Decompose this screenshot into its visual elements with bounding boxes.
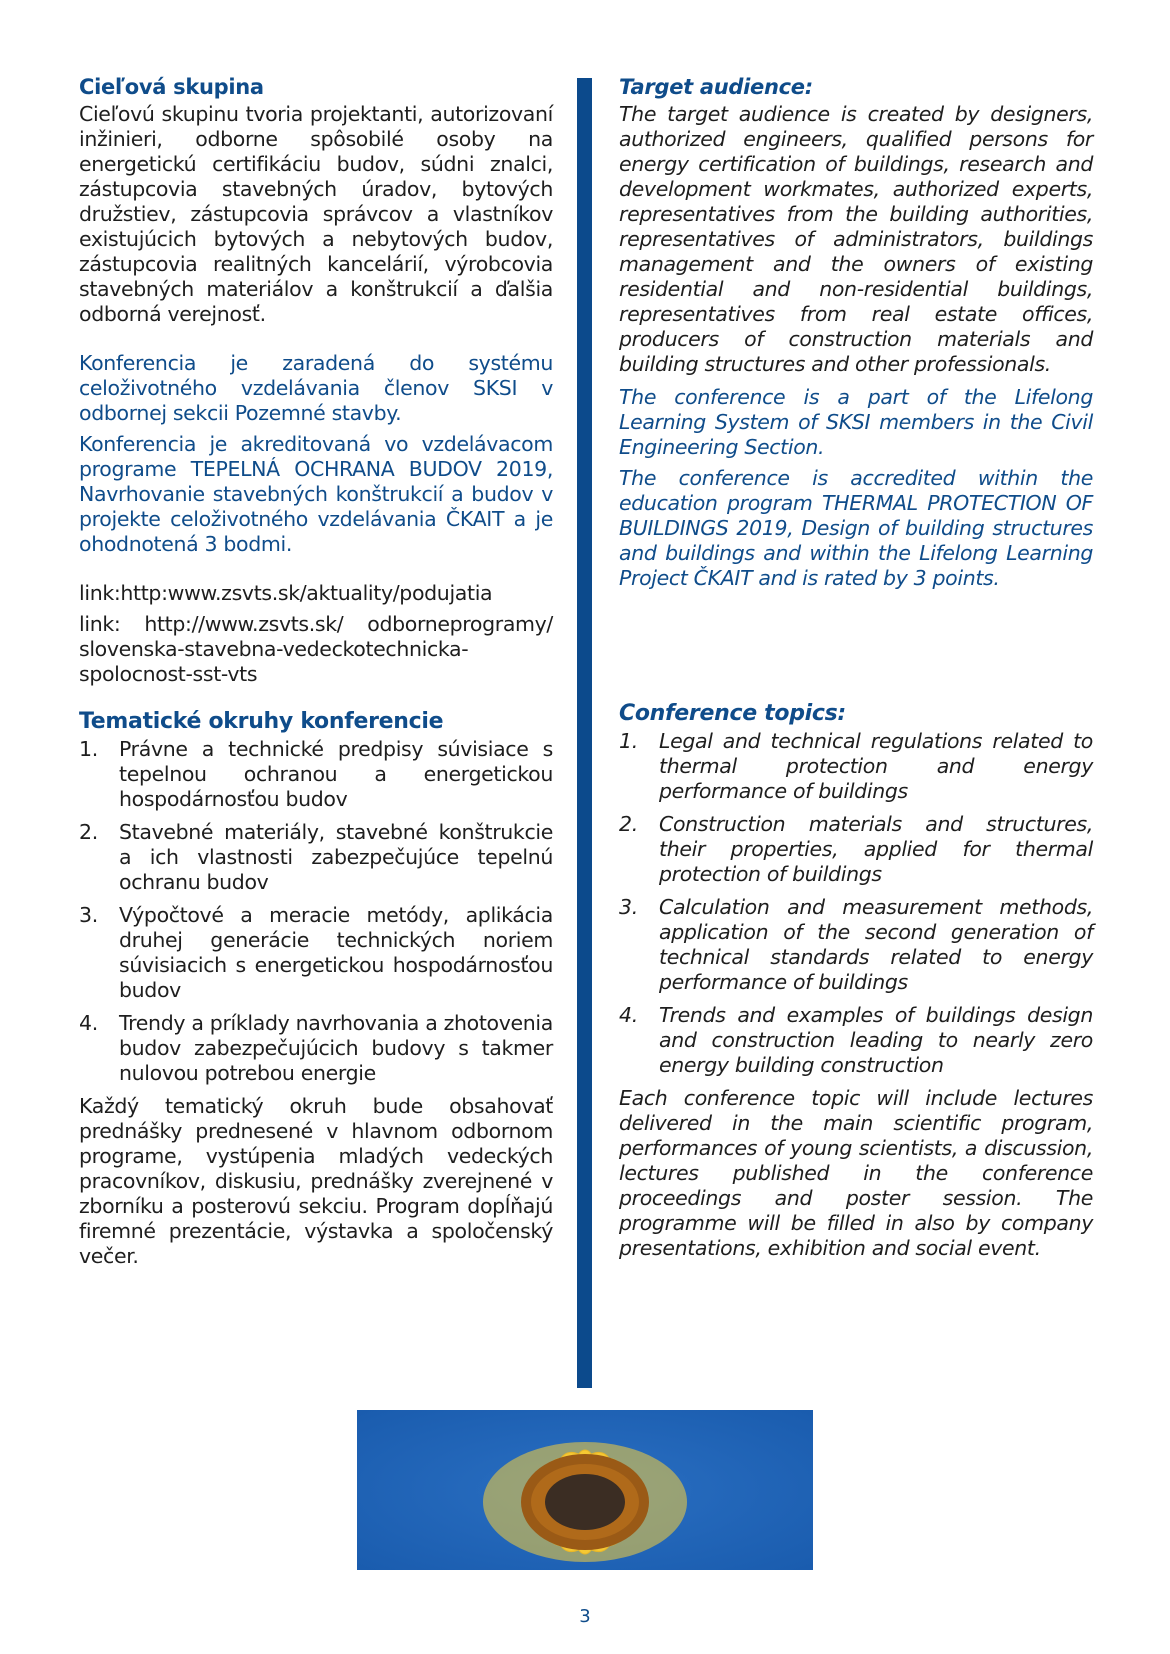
topic-item: 2. Construction materials and structures, their properties, applied for thermal protection of buildings (619, 812, 1093, 886)
english-column (619, 74, 1093, 1261)
link-events[interactable]: link:http:www.zsvts.sk/aktuality/podujatia (79, 581, 493, 605)
topic-item: 1. Legal and technical regulations related to thermal protection and energy performance of buildings (619, 729, 1093, 803)
conference-topics-heading: Conference topics: (619, 701, 846, 726)
target-group-heading: Cieľová skupina (79, 75, 264, 99)
topics-list (79, 737, 553, 1086)
topic-item: 4. Trends and examples of buildings design and construction leading to nearly zero energy building construction (619, 1003, 1093, 1077)
target-audience-text: The target audience is created by designers, authorized engineers, qualified persons for energy certification of buildings, research and development workmates, authorized experts, representatives from the building authorities, representatives of administrators, buildings management and the owners of existing residential and non-residential buildings, representatives from real estate offices, producers of construction materials and building structures and other professionals. (619, 102, 1093, 376)
target-audience-heading: Target audience: (619, 75, 813, 99)
topic-item: 2. Stavebné materiály, stavebné konštrukcie a ich vlastnosti zabezpečujúce tepelnú ochranu budov (79, 820, 553, 894)
slovak-column (79, 74, 553, 1269)
topic-item: 4. Trendy a príklady navrhovania a zhotovenia budov zabezpečujúcich budovy s takmer nulovou potrebou energie (79, 1011, 553, 1085)
target-group-text: Cieľovú skupinu tvoria projektanti, autorizovaní inžinieri, odborne spôsobilé osoby na energetickú certifikáciu budov, súdni znalci, zástupcovia stavebných úradov, bytových družstiev, zástupcovia správcov a vlastníkov existujúcich bytových a nebytových budov, zástupcovia realitných kancelárií, výrobcovia stavebných materiálov a konštrukcií a ďalšia odborná verejnosť. (79, 102, 553, 326)
closing-text-en: Each conference topic will include lectures delivered in the main scientific program, performances of young scientists, a discussion, lectures published in the conference proceedings and poster session. The programme will be filled in also by company presentations, exhibition and social event. (619, 1086, 1093, 1260)
topics-heading: Tematické okruhy konferencie (79, 709, 444, 734)
lifelong-learning-text: Konferencia je zaradená do systému celoživotného vzdelávania členov SKSI v odbornej sekcii Pozemné stavby. (79, 351, 553, 425)
link-programs[interactable]: link: http://www.zsvts.sk/ odborneprogramy/ slovenska-stavebna-vedeckotechnicka-spolocnost-sst-vts (79, 612, 553, 686)
topics-list-en (619, 729, 1093, 1078)
sunflower-image (357, 1410, 813, 1570)
column-divider-bar (577, 78, 592, 1388)
topic-item: 3. Calculation and measurement methods, application of the second generation of technical standards related to energy performance of buildings (619, 895, 1093, 994)
accreditation-text: Konferencia je akreditovaná vo vzdelávacom programe TEPELNÁ OCHRANA BUDOV 2019, Navrhovanie stavebných konštrukcií a budov v projekte celoživotného vzdelávania ČKAIT a je ohodnotená 3 bodmi. (79, 432, 553, 556)
topic-item: 3. Výpočtové a meracie metódy, aplikácia druhej generácie technických noriem súvisiacich s energetickou hospodárnosťou budov (79, 903, 553, 1002)
accreditation-text-en: The conference is accredited within the education program THERMAL PROTECTION OF BUILDINGS 2019, Design of building structures and buildings and within the Lifelong Learning Project ČKAIT and is rated by 3 points. (619, 466, 1093, 590)
lifelong-learning-text-en: The conference is a part of the Lifelong Learning System of SKSI members in the Civil Engineering Section. (619, 385, 1093, 459)
closing-text: Každý tematický okruh bude obsahovať prednášky prednesené v hlavnom odbornom programe, vystúpenia mladých vedeckých pracovníkov, diskusiu, prednášky zverejnené v zborníku a posterovú sekciu. Program dopĺňajú firemné prezentácie, výstavka a spoločenský večer. (79, 1094, 553, 1268)
topic-item: 1. Právne a technické predpisy súvisiace s tepelnou ochranou a energetickou hospodárnosťou budov (79, 737, 553, 811)
page-number: 3 (579, 1606, 591, 1627)
sunflower-icon (357, 1410, 813, 1570)
